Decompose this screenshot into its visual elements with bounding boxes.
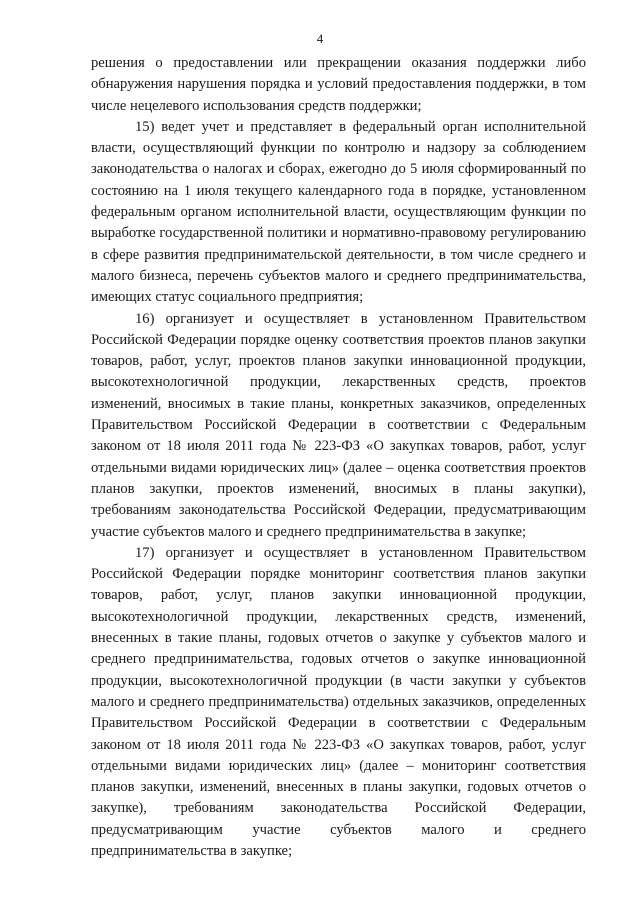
page-number: 4: [316, 31, 324, 46]
paragraph-intro: решения о предоставлении или прекращении оказания поддержки либо обнаружения нарушения порядка и условий предоставления поддержки, в том числе нецелевого использования средств поддержки;: [91, 55, 586, 114]
paragraph-item-16: 16) организует и осуществляет в установленном Правительством Российской Федерации порядке оценку соответствия проектов планов закупки товаров, работ, услуг, проектов планов закупки инновационной продукции, высокотехнологичной продукции, лекарственных средств, проектов изменений, вносимых в такие планы, конкретных заказчиков, определенных Правительством Российской Федерации в соответствии с Федеральным законом от 18 июля 2011 года № 223-ФЗ «О закупках товаров, работ, услуг отдельными видами юридических лиц» (далее – оценка соответствия проектов планов закупки, проектов изменений, вносимых в планы закупки), требованиям законодательства Российской Федерации, предусматривающим участие субъектов малого и среднего предпринимательства в закупке;: [91, 310, 586, 540]
paragraph-item-15: 15) ведет учет и представляет в федеральный орган исполнительной власти, осуществляющий функции по контролю и надзору за соблюдением законодательства о налогах и сборах, ежегодно до 5 июля сформированный по состоянию на 1 июля текущего календарного года в порядке, установленном федеральным органом исполнительной власти, осуществляющим функции по выработке государственной политики и нормативно-правовому регулированию в сфере развития предпринимательской деятельности, в том числе среднего и малого бизнеса, перечень субъектов малого и среднего предпринимательства, имеющих статус социального предприятия;: [91, 118, 586, 306]
paragraph-item-17: 17) организует и осуществляет в установленном Правительством Российской Федерации порядке мониторинг соответствия планов закупки товаров, работ, услуг, планов закупки инновационной продукции, высокотехнологичной продукции, лекарственных средств, изменений, внесенных в такие планы, годовых отчетов о закупке у субъектов малого и среднего предпринимательства, годовых отчетов о закупке инновационной продукции, высокотехнологичной продукции (в части закупки у субъектов малого и среднего предпринимательства) отдельных заказчиков, определенных Правительством Российской Федерации в соответствии с Федеральным законом от 18 июля 2011 года № 223-ФЗ «О закупках товаров, работ, услуг отдельными видами юридических лиц» (далее – мониторинг соответствия планов закупки, изменений, внесенных в планы закупки, годовых отчетов о закупке), требованиям законодательства Российской Федерации, предусматривающим участие субъектов малого и среднего предпринимательства в закупке;: [91, 544, 586, 859]
document-body: [91, 53, 586, 862]
